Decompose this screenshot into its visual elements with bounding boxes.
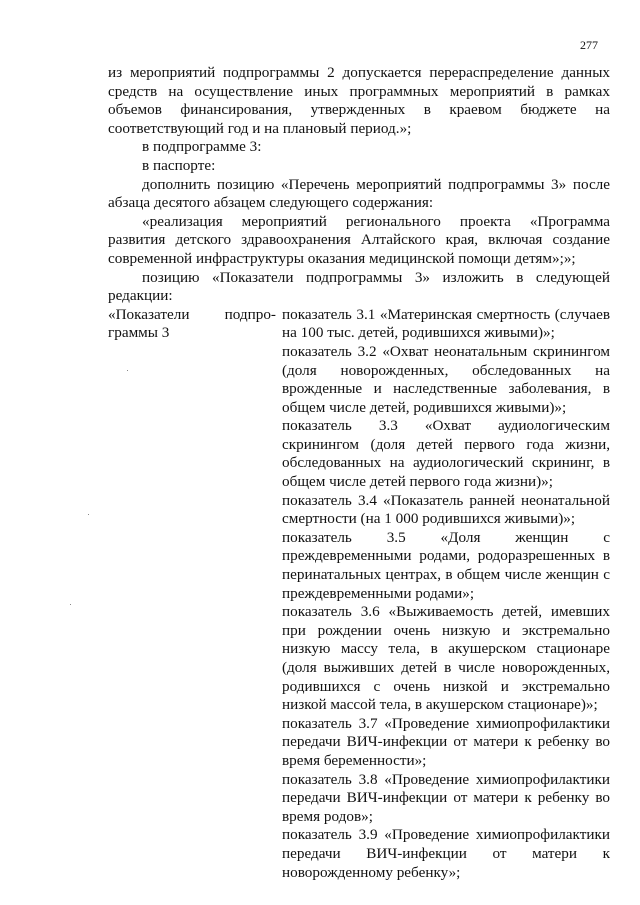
paragraph-continuation: из мероприятий подпрограммы 2 допускается перераспределение данных средств на осуществление иных программных мероприятий в рамках объемов финансирования, утвержденных в краевом бюджете на соответствующий год и на плановый период.»;	[108, 64, 610, 137]
indicator-item: показатель 3.2 «Охват неонатальным скринингом (доля новорожденных, обследованных на врожденные и наследственные заболевания, в общем числе детей, родившихся живыми)»;	[282, 342, 610, 416]
indicator-item: показатель 3.8 «Проведение химиопрофилактики передачи ВИЧ-инфекции от матери к ребенку во время родов»;	[282, 770, 610, 825]
indicators-table	[108, 306, 610, 882]
indicator-item: показатель 3.1 «Материнская смертность (случаев на 100 тыс. детей, родившихся живыми)»;	[282, 305, 610, 342]
paragraph-add-position: дополнить позицию «Перечень мероприятий подпрограммы 3» после абзаца десятого абзацем следующего содержания:	[108, 175, 610, 212]
indicator-item: показатель 3.9 «Проведение химиопрофилактики передачи ВИЧ-инфекции от матери к новорожденному ребенку»;	[282, 826, 610, 881]
paragraph-indicators-edit: позицию «Показатели подпрограммы 3» изложить в следующей редакции:	[108, 268, 610, 305]
indicators-label-part2: подпро-	[224, 305, 276, 323]
indicators-label-part1: «Показатели	[108, 305, 190, 323]
indicators-list-cell	[282, 306, 610, 882]
paragraph-passport: в паспорте:	[142, 156, 216, 174]
indicators-label-part3: граммы 3	[108, 324, 170, 342]
scan-speck	[70, 604, 71, 605]
indicator-item: показатель 3.6 «Выживаемость детей, имевших при рождении очень низкую и экстремально низкую массу тела, в акушерском стационаре (доля выживших детей в числе новорожденных, родившихся с очень низкой и экстремально низкой массой тела, в акушерском стационаре)»;	[282, 603, 610, 714]
document-body	[108, 64, 610, 882]
indicator-item: показатель 3.4 «Показатель ранней неонатальной смертности (на 1 000 родившихся живыми)»;	[282, 491, 610, 528]
indicator-item: показатель 3.5 «Доля женщин с преждевременными родами, родоразрешенных в перинатальных центрах, в общем числе женщин с преждевременными родами»;	[282, 528, 610, 602]
paragraph-subprogram-3: в подпрограмме 3:	[142, 138, 262, 156]
paragraph-quote-project: «реализация мероприятий регионального проекта «Программа развития детского здравоохранения Алтайского края, включая создание современной инфраструктуры оказания медицинской помощи детям»;»;	[108, 212, 610, 267]
scan-speck	[88, 514, 89, 515]
indicator-item: показатель 3.3 «Охват аудиологическим скринингом (доля детей первого года жизни, обследованных на аудиологический скрининг, в общем числе детей первого года жизни)»;	[282, 417, 610, 491]
page-number: 277	[580, 38, 598, 52]
scan-speck	[127, 370, 128, 371]
indicators-label-cell	[108, 306, 282, 882]
indicator-item: показатель 3.7 «Проведение химиопрофилактики передачи ВИЧ-инфекции от матери к ребенку во время беременности»;	[282, 714, 610, 769]
